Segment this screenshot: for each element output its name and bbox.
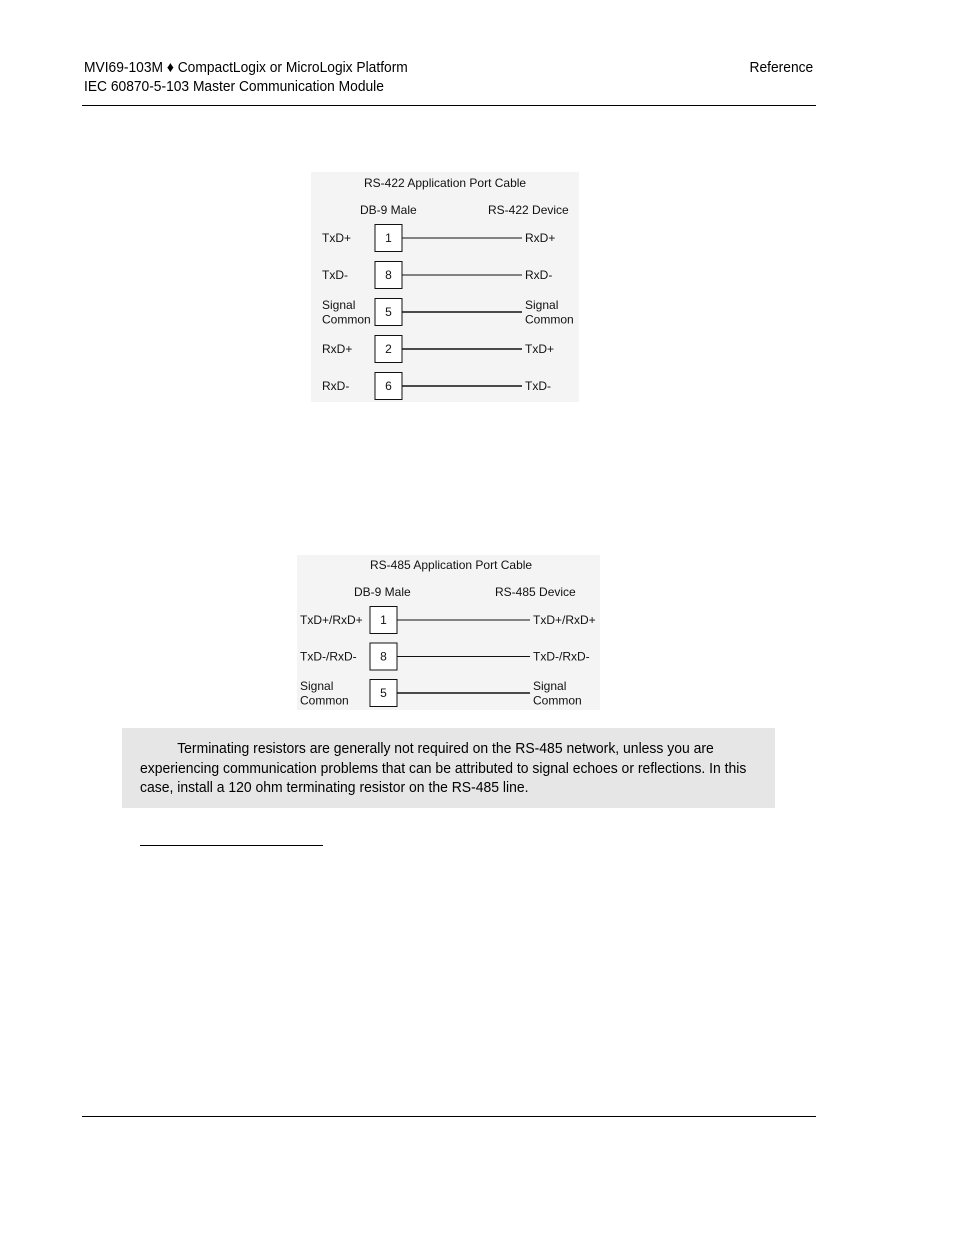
header-product-line: MVI69-103M ♦ CompactLogix or MicroLogix Platform bbox=[84, 59, 408, 76]
pin-number: 8 bbox=[385, 268, 392, 282]
pin-label: Signal bbox=[322, 297, 356, 312]
left-column-header: DB-9 Male bbox=[360, 203, 417, 217]
pin-number: 5 bbox=[385, 305, 392, 319]
pin-label: Signal bbox=[300, 678, 334, 693]
diagram-title: RS-485 Application Port Cable bbox=[370, 558, 533, 572]
pin-label: Common bbox=[322, 312, 371, 327]
footnote-separator bbox=[140, 845, 323, 846]
wiring-row bbox=[300, 607, 596, 634]
wiring-row bbox=[322, 373, 551, 400]
pin-number: 6 bbox=[385, 379, 392, 393]
right-column-header: RS-485 Device bbox=[495, 585, 576, 599]
pin-number: 8 bbox=[380, 649, 387, 664]
pin-label: Common bbox=[300, 693, 349, 708]
pin-label: TxD- bbox=[322, 268, 348, 282]
pin-label: Signal bbox=[525, 297, 559, 312]
wiring-row bbox=[300, 679, 582, 708]
pin-number: 1 bbox=[380, 613, 387, 627]
header-rule bbox=[82, 105, 816, 106]
wiring-rows bbox=[322, 225, 574, 400]
diagram-title: RS-422 Application Port Cable bbox=[364, 176, 527, 190]
wiring-row bbox=[322, 225, 555, 252]
right-column-header: RS-422 Device bbox=[488, 203, 569, 217]
pin-label: TxD+ bbox=[525, 342, 555, 356]
pin-label: TxD- bbox=[525, 379, 551, 393]
pin-number: 5 bbox=[380, 686, 387, 700]
rs422-cable-diagram bbox=[311, 172, 579, 402]
pin-label: TxD+/RxD+ bbox=[300, 613, 363, 627]
footer-rule bbox=[82, 1116, 816, 1117]
pin-label: RxD+ bbox=[525, 231, 556, 245]
pin-label: Signal bbox=[533, 678, 567, 693]
pin-label: RxD+ bbox=[322, 342, 353, 356]
wiring-row bbox=[322, 262, 552, 289]
termination-note bbox=[122, 728, 775, 808]
pin-label: Common bbox=[525, 312, 574, 327]
pin-number: 2 bbox=[385, 342, 392, 356]
wiring-row bbox=[300, 643, 590, 670]
header-module-line: IEC 60870-5-103 Master Communication Module bbox=[84, 78, 384, 95]
pin-label: TxD-/RxD- bbox=[300, 649, 357, 664]
pin-label: TxD-/RxD- bbox=[533, 649, 590, 664]
rs485-cable-diagram bbox=[297, 555, 600, 710]
pin-label: TxD+ bbox=[322, 231, 352, 245]
pin-number: 1 bbox=[385, 231, 392, 245]
pin-label: TxD+/RxD+ bbox=[533, 613, 596, 627]
pin-label: Common bbox=[533, 693, 582, 708]
pin-label: RxD- bbox=[525, 268, 553, 282]
wiring-rows bbox=[300, 607, 596, 708]
note-text: Terminating resistors are generally not required on the RS-485 network, unless you are experiencing communication problems that can be attributed to signal echoes or reflections. In this case, install a 120 ohm terminating resistor on the RS-485 line. bbox=[140, 740, 747, 796]
wiring-row bbox=[322, 298, 574, 327]
left-column-header: DB-9 Male bbox=[354, 585, 411, 599]
wiring-row bbox=[322, 336, 554, 363]
pin-label: RxD- bbox=[322, 379, 350, 393]
header-section: Reference bbox=[749, 59, 813, 76]
